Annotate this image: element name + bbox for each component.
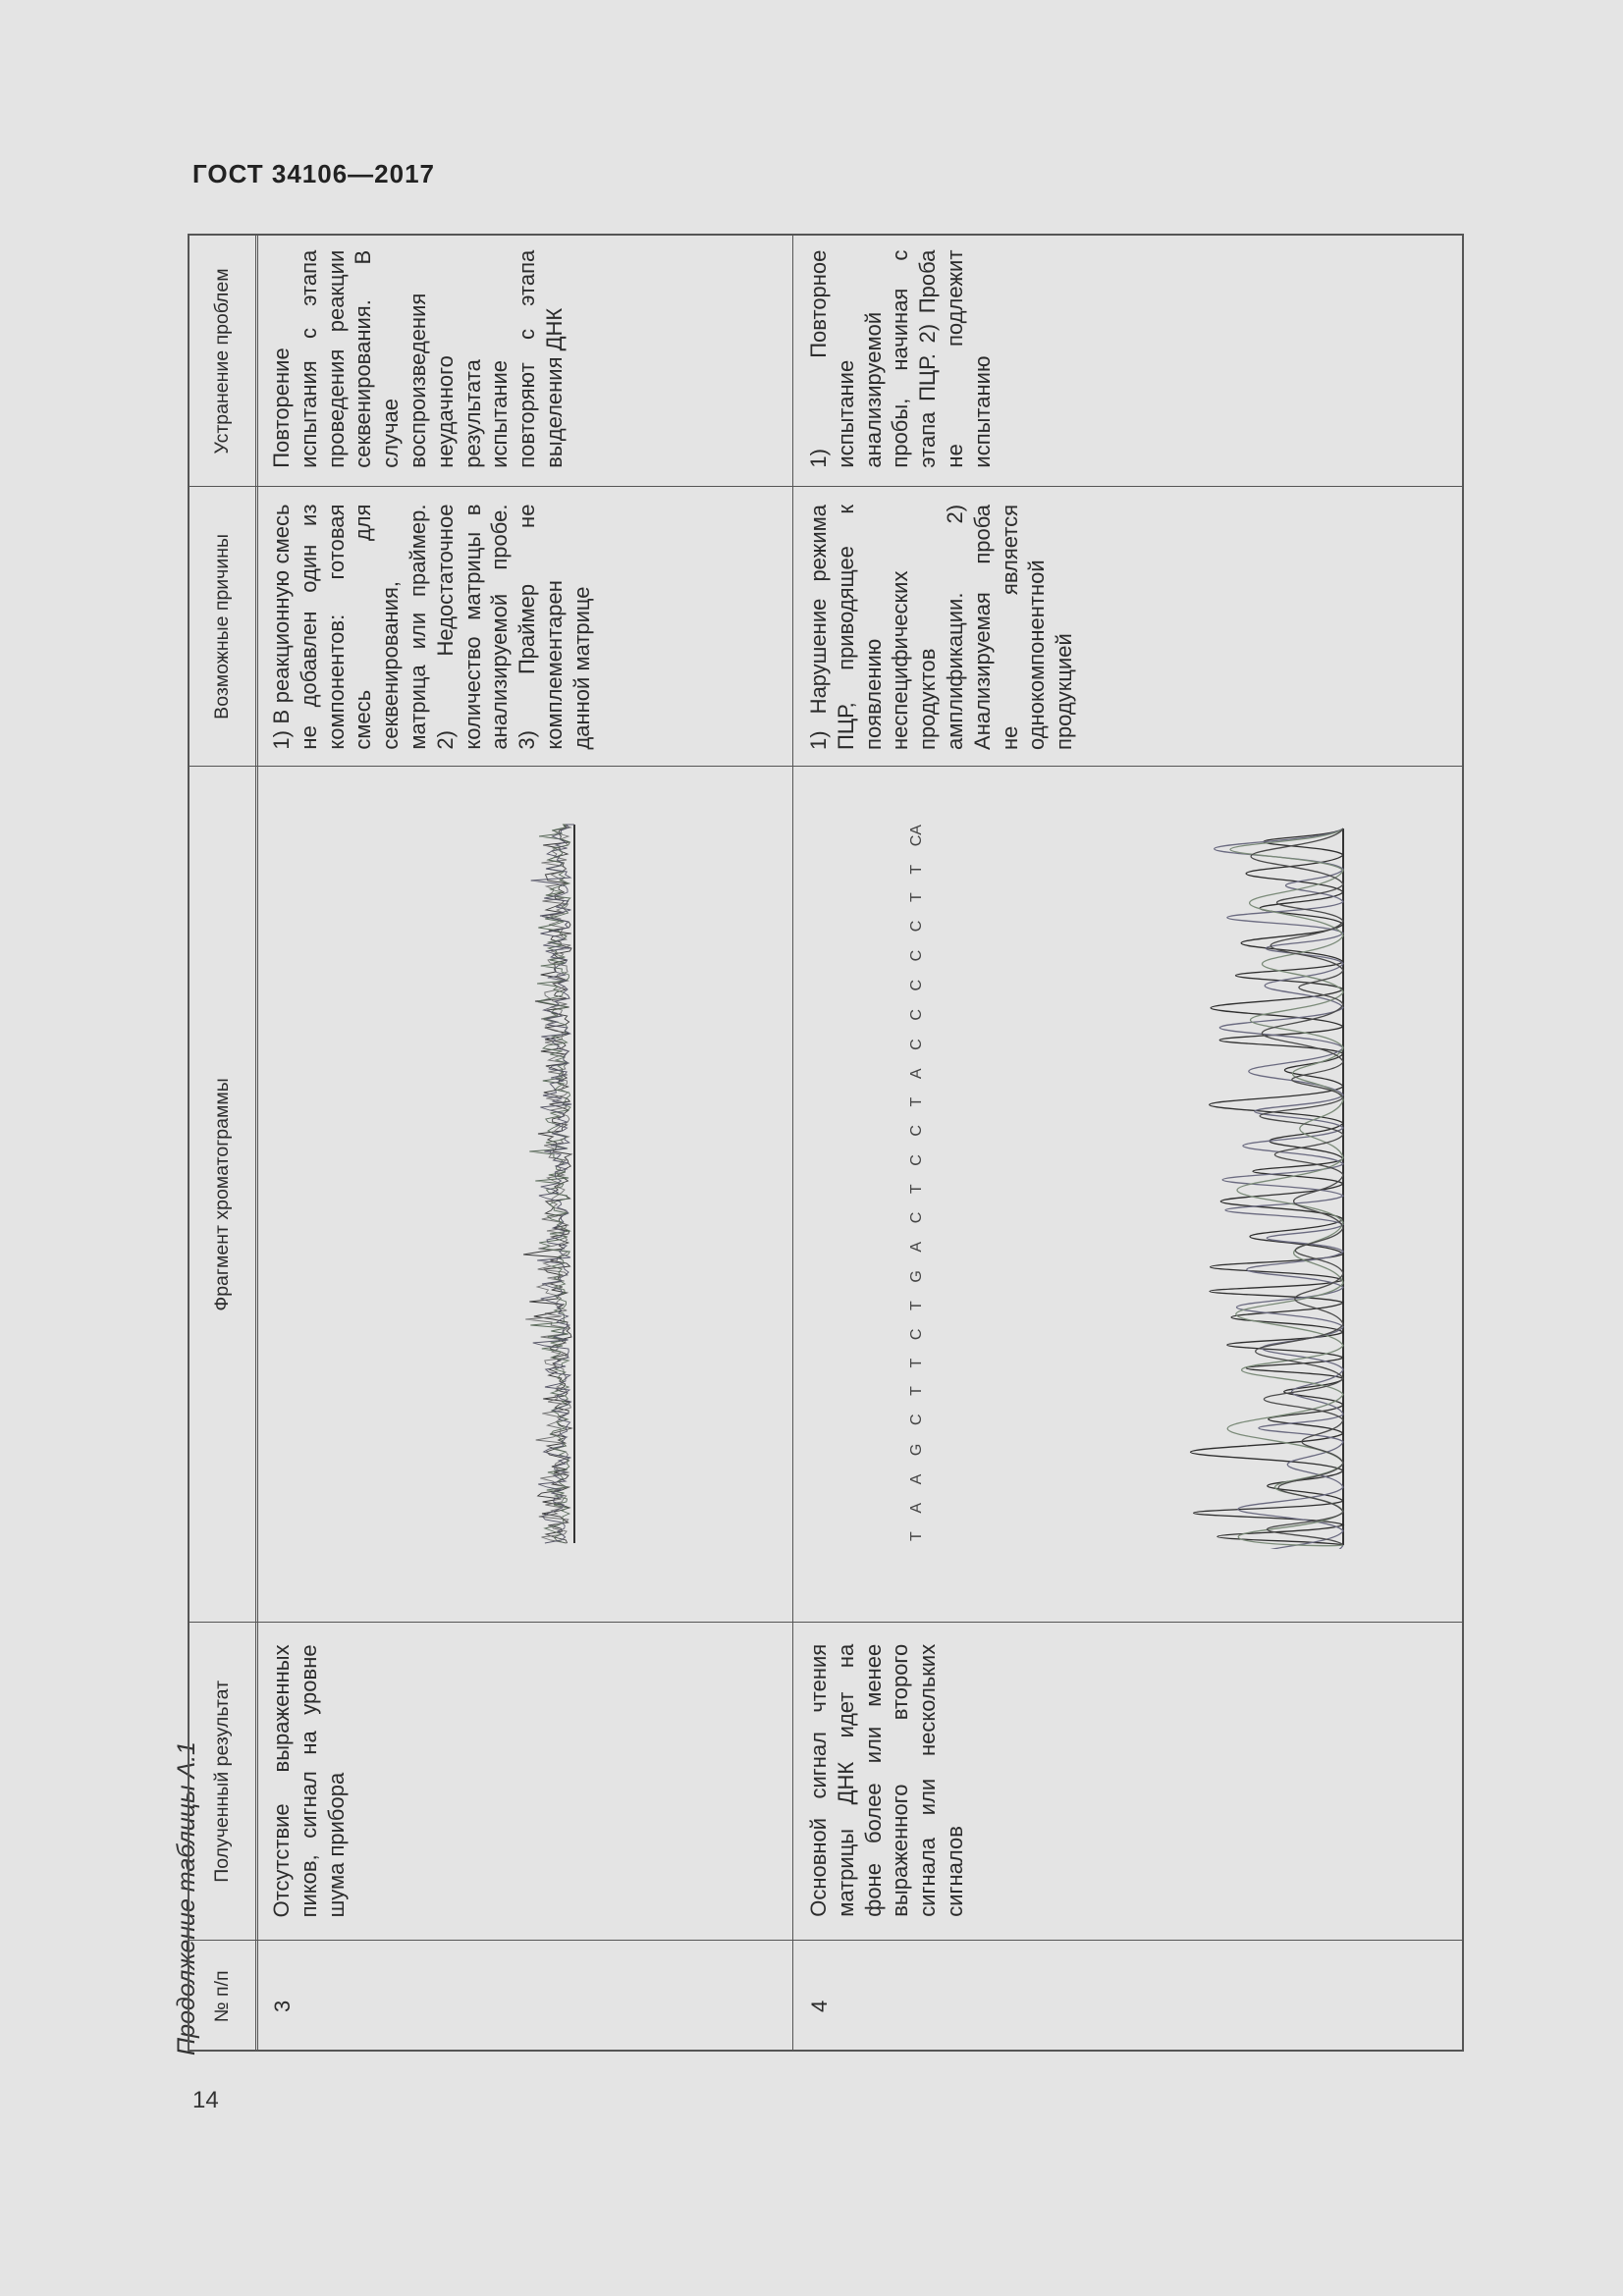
noise-chromatogram-trace xyxy=(496,821,584,1547)
header-fix-cell xyxy=(189,236,255,486)
row4-causes-cell xyxy=(795,487,1464,766)
base-letter: T xyxy=(908,1358,925,1368)
row4-result: Основной сигнал чтения матрицы ДНК идет на фоне более или менее выраженного второго сигнала или нескольких сигналов xyxy=(806,1644,967,1917)
base-letter: C xyxy=(908,979,925,991)
header-result-cell xyxy=(189,1623,255,1940)
base-letter: T xyxy=(908,1096,925,1107)
table-caption: Продолжение таблицы А.1 xyxy=(173,1741,200,2056)
row3-number: 3 xyxy=(270,2000,295,2012)
noise-trace xyxy=(523,825,574,1543)
base-letter: C xyxy=(908,1009,925,1021)
base-letter: A xyxy=(908,1241,925,1253)
header-chromatogram: Фрагмент хроматограммы xyxy=(211,1077,233,1311)
row4-fix: 1) Повторное испытание анализируемой пробы, начиная с этапа ПЦР. 2) Проба не подлежит испытанию xyxy=(806,250,995,468)
header-chromatogram-cell xyxy=(189,767,255,1622)
base-sequence xyxy=(908,825,932,1541)
row-divider xyxy=(792,236,793,2050)
base-letter: T xyxy=(908,1301,925,1310)
row4-causes: 1) Нарушение режима ПЦР, приводящее к появлению неспецифических продуктов амплификации. 2) Анализируемая проба не является однокомпонентной продукцией xyxy=(806,505,1077,750)
header-causes: Возможные причины xyxy=(211,533,233,720)
header-number-cell xyxy=(189,1941,255,2052)
page-number: 14 xyxy=(192,2087,219,2113)
base-letter: T xyxy=(908,1386,925,1396)
row4-result-cell xyxy=(795,1623,1464,1940)
row3-number-cell xyxy=(258,1941,792,2052)
document-header: ГОСТ 34106—2017 xyxy=(192,159,435,188)
noise-trace xyxy=(529,825,574,1543)
base-letter: A xyxy=(908,1068,925,1080)
header-number: № п/п xyxy=(211,1970,233,2022)
mixed-signal-chromatogram-trace xyxy=(1119,825,1355,1549)
base-letter: T xyxy=(908,892,925,903)
noise-trace xyxy=(531,825,574,1543)
row3-causes: 1) В реакционную смесь не добавлен один из компонентов: готовая смесь для секвенирования, матрица или праймер. 2) Недостаточное количество матрицы в анализируемой пробе. 3) Праймер не комплементарен данной матрице xyxy=(269,505,594,750)
row3-result: Отсутствие выраженных пиков, сигнал на уровне шума прибора xyxy=(269,1644,349,1917)
row4-number: 4 xyxy=(807,2000,832,2012)
row3-result-cell xyxy=(258,1623,792,1940)
row4-fix-cell xyxy=(795,236,1464,486)
base-letter: G xyxy=(908,1443,925,1457)
header-result: Полученный результат xyxy=(211,1680,233,1883)
base-letter: C xyxy=(908,1154,925,1166)
base-letter: C xyxy=(908,920,925,933)
base-letter: C xyxy=(908,949,925,962)
base-letter: A xyxy=(908,1473,925,1485)
base-letter: A xyxy=(908,1502,925,1514)
base-letter: C xyxy=(908,1039,925,1050)
noise-trace xyxy=(525,825,574,1543)
base-letter: T xyxy=(908,1531,925,1541)
base-sequence-letters xyxy=(908,825,926,1541)
row4-number-cell xyxy=(795,1941,1464,2052)
column-divider xyxy=(189,766,1462,767)
base-letter: CA xyxy=(908,825,925,847)
base-letter: T xyxy=(908,1184,925,1195)
base-letter: T xyxy=(908,864,925,875)
header-causes-cell xyxy=(189,487,255,766)
row3-fix: Повторение испытания с этапа проведения реакции секвенирования. В случае воспроизведения неудачного результата испытание повторяют с этапа выделения ДНК xyxy=(269,250,567,468)
noise-chromatogram xyxy=(496,821,584,1547)
base-letter: C xyxy=(908,1328,925,1341)
header-fix: Устранение проблем xyxy=(211,267,233,454)
row3-fix-cell xyxy=(258,236,792,486)
base-letter: C xyxy=(908,1125,925,1137)
signal-trace xyxy=(1191,828,1344,1545)
row3-causes-cell xyxy=(258,487,792,766)
base-letter: G xyxy=(908,1270,925,1283)
base-letter: C xyxy=(908,1211,925,1224)
base-letter: C xyxy=(908,1414,925,1426)
mixed-signal-chromatogram xyxy=(1119,825,1355,1549)
